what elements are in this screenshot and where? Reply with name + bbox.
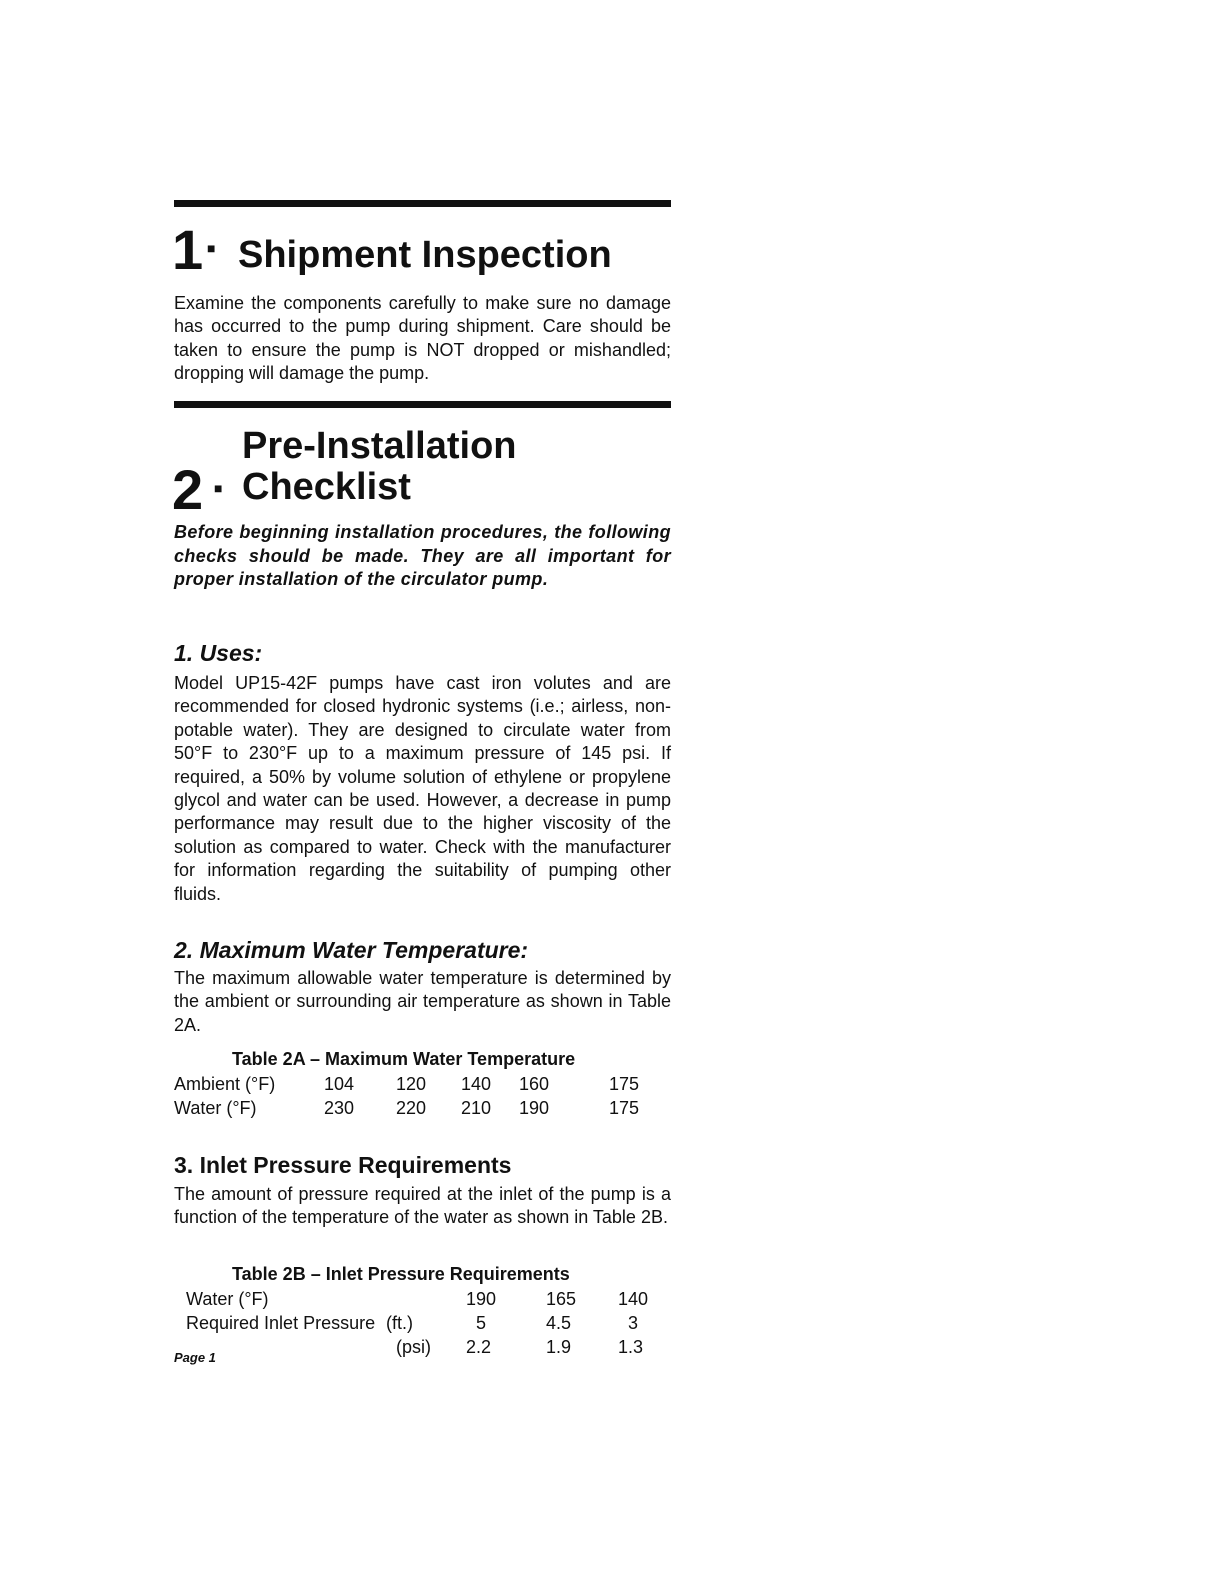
table-2a-row-label: Water (°F) <box>174 1097 257 1118</box>
section-1-number: 1 <box>172 218 204 281</box>
table-2a-caption: Table 2A – Maximum Water Temperature <box>232 1049 576 1069</box>
section-2-title-line1: Pre-Installation <box>242 425 517 467</box>
table-2b-row-unit <box>386 1287 466 1311</box>
table-2a-cell: 230 <box>324 1097 355 1118</box>
section-2-bullet: ■ <box>214 480 223 496</box>
table-2b-caption: Table 2B – Inlet Pressure Requirements <box>232 1264 570 1284</box>
table-2b-row-unit: (ft.) <box>386 1312 413 1333</box>
table-2b-cell: 3 <box>628 1312 639 1333</box>
table-2a-cell: 210 <box>461 1097 492 1118</box>
table-2b-row-label: Required Inlet Pressure <box>186 1312 376 1333</box>
page-number: Page 1 <box>174 1350 216 1365</box>
table-2b-row-label <box>186 1335 386 1359</box>
table-2a-cell: 140 <box>461 1073 492 1094</box>
table-2a-cell: 104 <box>324 1073 355 1094</box>
section-1-title: Shipment Inspection <box>238 234 612 276</box>
max-temp-paragraph: The maximum allowable water temperature is determined by the ambient or surrounding air temperature as shown in Table 2A. <box>174 968 671 1035</box>
table-row <box>186 1335 648 1359</box>
table-row <box>174 1072 639 1096</box>
table-2b-cell: 1.9 <box>546 1336 572 1357</box>
table-2b-cell: 140 <box>618 1288 649 1309</box>
table-2a-row-label: Ambient (°F) <box>174 1073 276 1094</box>
table-2b-cell: 190 <box>466 1288 497 1309</box>
uses-paragraph: Model UP15-42F pumps have cast iron volutes and are recommended for closed hydronic systems (i.e.; airless, non-potable water). They are designed to circulate water from 50°F to 230°F up to a maximum pressure of 145 psi. If required, a 50% by volume solution of ethylene or propylene glycol and water can be used. However, a decrease in pump performance may result due to the higher viscosity of the solution as compared to water. Check with the manufacturer for information regarding the suitability of pumping other fluids. <box>174 673 671 904</box>
section-2-number: 2 <box>172 458 204 521</box>
table-2b-cell: 5 <box>476 1312 487 1333</box>
table-row <box>174 1096 639 1120</box>
section-2-intro: Before beginning installation procedures, the following checks should be made. They are all important for proper installation of the circulator pump. <box>174 522 671 589</box>
section-2-top-rule <box>174 401 671 408</box>
section-1-top-rule <box>174 200 671 207</box>
section-1-bullet: ■ <box>207 240 216 256</box>
table-2a-cell: 120 <box>396 1073 427 1094</box>
section-2-title-line2: Checklist <box>242 466 411 508</box>
uses-heading: 1. Uses: <box>174 640 263 666</box>
table-row <box>186 1287 648 1311</box>
table-2a-cell: 160 <box>519 1073 550 1094</box>
table-2b-cell: 1.3 <box>618 1336 644 1357</box>
max-temp-heading: 2. Maximum Water Temperature: <box>174 937 529 963</box>
table-2b <box>186 1287 648 1359</box>
table-2b-cell: 2.2 <box>466 1336 492 1357</box>
table-2b-row-label: Water (°F) <box>186 1288 269 1309</box>
table-row <box>186 1311 648 1335</box>
table-2a-cell: 175 <box>609 1097 640 1118</box>
table-2a-cell: 220 <box>396 1097 427 1118</box>
table-2b-cell: 4.5 <box>546 1312 572 1333</box>
table-2a-cell: 190 <box>519 1097 550 1118</box>
table-2b-cell: 165 <box>546 1288 577 1309</box>
table-2b-row-unit: (psi) <box>396 1336 431 1357</box>
inlet-heading: 3. Inlet Pressure Requirements <box>174 1152 512 1178</box>
section-1-paragraph: Examine the components carefully to make sure no damage has occurred to the pump during shipment. Care should be taken to ensure the pump is NOT dropped or mishandled; dropping will damage the pump. <box>174 293 671 384</box>
inlet-paragraph: The amount of pressure required at the inlet of the pump is a function of the temperature of the water as shown in Table 2B. <box>174 1184 671 1228</box>
table-2a-cell: 175 <box>609 1073 640 1094</box>
table-2a <box>174 1072 639 1120</box>
